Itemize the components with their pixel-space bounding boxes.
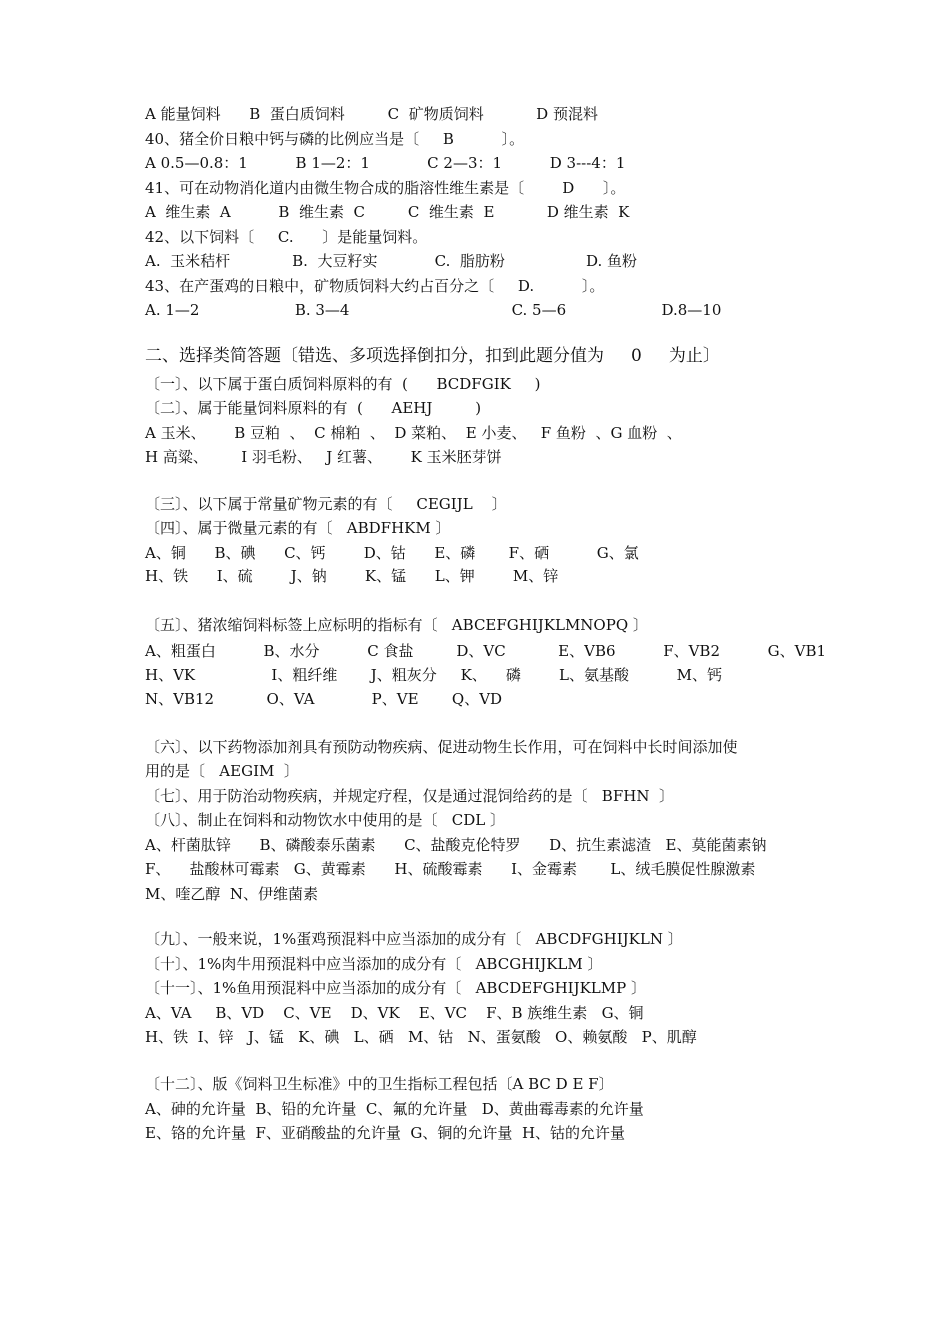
item-1-2-options-row2: H 高粱、 I 羽毛粉、 J 红薯、 K 玉米胚芽饼 bbox=[145, 448, 502, 466]
q39-options: A 能量饲料 B 蛋白质饲料 C 矿物质饲料 D 预混料 bbox=[145, 105, 598, 123]
item-9-question: 〔九〕、一般来说，1%蛋鸡预混料中应当添加的成分有〔 ABCDFGHIJKLN 〕 bbox=[145, 930, 683, 948]
item-10-question: 〔十〕、1%肉牛用预混料中应当添加的成分有〔 ABCGHIJKLM 〕 bbox=[145, 955, 603, 973]
q41-options: A 维生素 A B 维生素 C C 维生素 E D 维生素 K bbox=[145, 203, 630, 221]
section-heading: 二、选择类简答题〔错选、多项选择倒扣分，扣到此题分值为 0 为止〕 bbox=[145, 346, 720, 366]
item-6-question-line1: 〔六〕、以下药物添加剂具有预防动物疾病、促进动物生长作用，可在饲料中长时间添加使 bbox=[145, 738, 738, 756]
item-8-question: 〔八〕、制止在饲料和动物饮水中使用的是〔 CDL 〕 bbox=[145, 811, 506, 829]
q40-question: 40、猪全价日粮中钙与磷的比例应当是〔 B 〕。 bbox=[145, 130, 525, 148]
item-9-11-options-row1: A、VA B、VD C、VE D、VK E、VC F、B 族维生素 G、铜 bbox=[145, 1004, 644, 1022]
item-1-2-options-row1: A 玉米、 B 豆粕 、 C 棉粕 、 D 菜粕、 E 小麦、 F 鱼粉 、G 血粉 、 bbox=[145, 424, 682, 442]
item-5-question: 〔五〕、猪浓缩饲料标签上应标明的指标有〔 ABCEFGHIJKLMNOPQ 〕 bbox=[145, 616, 648, 634]
item-12-options-row2: E、铬的允许量 F、亚硝酸盐的允许量 G、铜的允许量 H、钴的允许量 bbox=[145, 1124, 626, 1142]
q42-options: A. 玉米秸杆 B. 大豆籽实 C. 脂肪粉 D. 鱼粉 bbox=[145, 252, 637, 270]
item-2-question: 〔二〕、属于能量饲料原料的有 ( AEHJ ) bbox=[145, 399, 482, 417]
item-5-options-row2: H、VK I、粗纤维 J、粗灰分 K、 磷 L、氨基酸 M、钙 bbox=[145, 666, 722, 684]
item-4-question: 〔四〕、属于微量元素的有〔 ABDFHKM 〕 bbox=[145, 519, 451, 537]
item-5-options-row1: A、粗蛋白 B、水分 C 食盐 D、VC E、VB6 F、VB2 G、VB1 bbox=[145, 642, 827, 660]
q40-options: A 0.5—0.8：1 B 1—2：1 C 2—3：1 D 3---4：1 bbox=[145, 154, 626, 172]
item-12-question: 〔十二〕、版《饲料卫生标准》中的卫生指标工程包括〔A BC D E F〕 bbox=[145, 1075, 614, 1093]
item-5-options-row3: N、VB12 O、VA P、VE Q、VD bbox=[145, 690, 503, 708]
item-6-8-options-row3: M、喹乙醇 N、伊维菌素 bbox=[145, 885, 319, 903]
q43-question: 43、在产蛋鸡的日粮中，矿物质饲料大约占百分之〔 D. 〕。 bbox=[145, 277, 605, 295]
item-1-question: 〔一〕、以下属于蛋白质饲料原料的有 ( BCDFGIK ) bbox=[145, 375, 541, 393]
item-6-question-line2: 用的是〔 AEGIM 〕 bbox=[145, 762, 299, 780]
item-3-question: 〔三〕、以下属于常量矿物元素的有〔 CEGIJL 〕 bbox=[145, 495, 507, 513]
item-3-4-options-row2: H、铁 I、硫 J、钠 K、锰 L、钾 M、锌 bbox=[145, 567, 559, 585]
item-11-question: 〔十一〕、1%鱼用预混料中应当添加的成分有〔 ABCDEFGHIJKLMP 〕 bbox=[145, 979, 646, 997]
q42-question: 42、以下饲料〔 C. 〕是能量饲料。 bbox=[145, 228, 428, 246]
item-9-11-options-row2: H、铁 I、锌 J、锰 K、碘 L、硒 M、钴 N、蛋氨酸 O、赖氨酸 P、肌醇 bbox=[145, 1028, 697, 1046]
item-12-options-row1: A、砷的允许量 B、铅的允许量 C、氟的允许量 D、黄曲霉毒素的允许量 bbox=[145, 1100, 644, 1118]
q41-question: 41、可在动物消化道内由微生物合成的脂溶性维生素是〔 D 〕。 bbox=[145, 179, 626, 197]
q43-options: A. 1—2 B. 3—4 C. 5—6 D.8—10 bbox=[145, 301, 722, 319]
item-3-4-options-row1: A、铜 B、碘 C、钙 D、钴 E、磷 F、硒 G、氯 bbox=[145, 544, 639, 562]
item-6-8-options-row2: F、 盐酸林可霉素 G、黄霉素 H、硫酸霉素 I、金霉素 L、绒毛膜促性腺激素 bbox=[145, 860, 756, 878]
item-7-question: 〔七〕、用于防治动物疾病，并规定疗程，仅是通过混饲给药的是〔 BFHN 〕 bbox=[145, 787, 674, 805]
item-6-8-options-row1: A、杆菌肽锌 B、磷酸泰乐菌素 C、盐酸克伦特罗 D、抗生素滤渣 E、莫能菌素钠 bbox=[145, 836, 767, 854]
